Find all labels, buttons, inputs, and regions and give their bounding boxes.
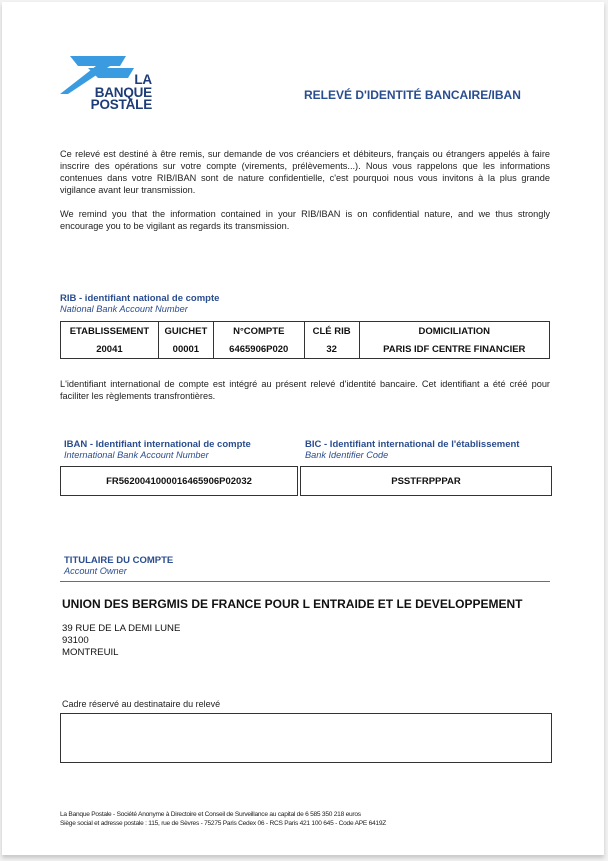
recipient-label: Cadre réservé au destinataire du relevé (62, 699, 221, 709)
intro-french: Ce relevé est destiné à être remis, sur demande de vos créanciers et débiteurs, français ou étrangers appelés à faire inscrire des opérations sur votre compte (virements, prélèvements...). Nous vous rappelons que les informations contenues dans votre RIB/IBAN sont de nature confidentielle, c'est pourquoi nous vous invitons à la plus grande vigilance avant leur transmission. (60, 149, 550, 195)
logo-line-la: LA (134, 72, 152, 87)
iban-value-box: FR5620041000016465906P02032 (60, 466, 298, 496)
bic-subtitle: Bank Identifier Code (305, 450, 389, 460)
bic-section-heading (305, 439, 519, 460)
owner-title: TITULAIRE DU COMPTE (64, 555, 174, 566)
footer-line-1: La Banque Postale - Société Anonyme à Directoire et Conseil de Surveillance au capital de 6 585 350 218 euros (60, 811, 361, 818)
logo-text (68, 74, 152, 112)
bic-value-box: PSSTFRPPPAR (300, 466, 552, 496)
recipient-box (60, 713, 552, 763)
header-compte: N°COMPTE (213, 322, 304, 341)
bic-title: BIC - Identifiant international de l'établissement (305, 439, 520, 450)
rib-header-row (61, 322, 550, 341)
iban-subtitle: International Bank Account Number (64, 450, 209, 460)
value-domiciliation: PARIS IDF CENTRE FINANCIER (359, 340, 549, 359)
header-domiciliation: DOMICILIATION (359, 322, 549, 341)
logo-line-postale: POSTALE (90, 97, 152, 112)
value-cle-rib: 32 (304, 340, 359, 359)
header-guichet: GUICHET (158, 322, 213, 341)
owner-address (62, 623, 180, 659)
header-etablissement: ETABLISSEMENT (61, 322, 159, 341)
la-banque-postale-logo (58, 54, 150, 118)
value-compte: 6465906P020 (213, 340, 304, 359)
value-etablissement: 20041 (61, 340, 159, 359)
intro-english: We remind you that the information contained in your RIB/IBAN is on confidential nature, and we thus strongly encourage you to be vigilant as regards its transmission. (60, 209, 550, 231)
header-cle-rib: CLÉ RIB (304, 322, 359, 341)
document-title: RELEVÉ D'IDENTITÉ BANCAIRE/IBAN (304, 88, 521, 102)
rib-table (60, 321, 550, 359)
owner-section-heading (64, 555, 173, 576)
owner-name: UNION DES BERGMIS DE FRANCE POUR L ENTRAIDE ET LE DEVELOPPEMENT (62, 597, 523, 611)
rib-subtitle: National Bank Account Number (60, 304, 188, 314)
address-postcode: 93100 (62, 635, 89, 646)
owner-divider (60, 581, 550, 582)
rib-value-row (61, 340, 550, 359)
iban-note: L'identifiant international de compte est intégré au présent relevé d'identité bancaire. Cet identifiant a été créé pour faciliter les règlements transfrontières. (60, 379, 550, 401)
address-city: MONTREUIL (62, 647, 119, 658)
logo-line-banque: BANQUE (94, 84, 152, 100)
rib-section-heading (60, 293, 219, 314)
legal-footer (60, 810, 386, 828)
rib-title: RIB - identifiant national de compte (60, 293, 220, 304)
value-guichet: 00001 (158, 340, 213, 359)
address-street: 39 RUE DE LA DEMI LUNE (62, 623, 181, 634)
footer-line-2: Siège social et adresse postale : 115, rue de Sèvres - 75275 Paris Cedex 06 - RCS Paris 421 100 645 - Code APE 6419Z (60, 820, 387, 827)
owner-subtitle: Account Owner (64, 566, 127, 576)
iban-title: IBAN - Identifiant international de compte (64, 439, 251, 450)
document-page (2, 2, 604, 855)
iban-section-heading (64, 439, 251, 460)
